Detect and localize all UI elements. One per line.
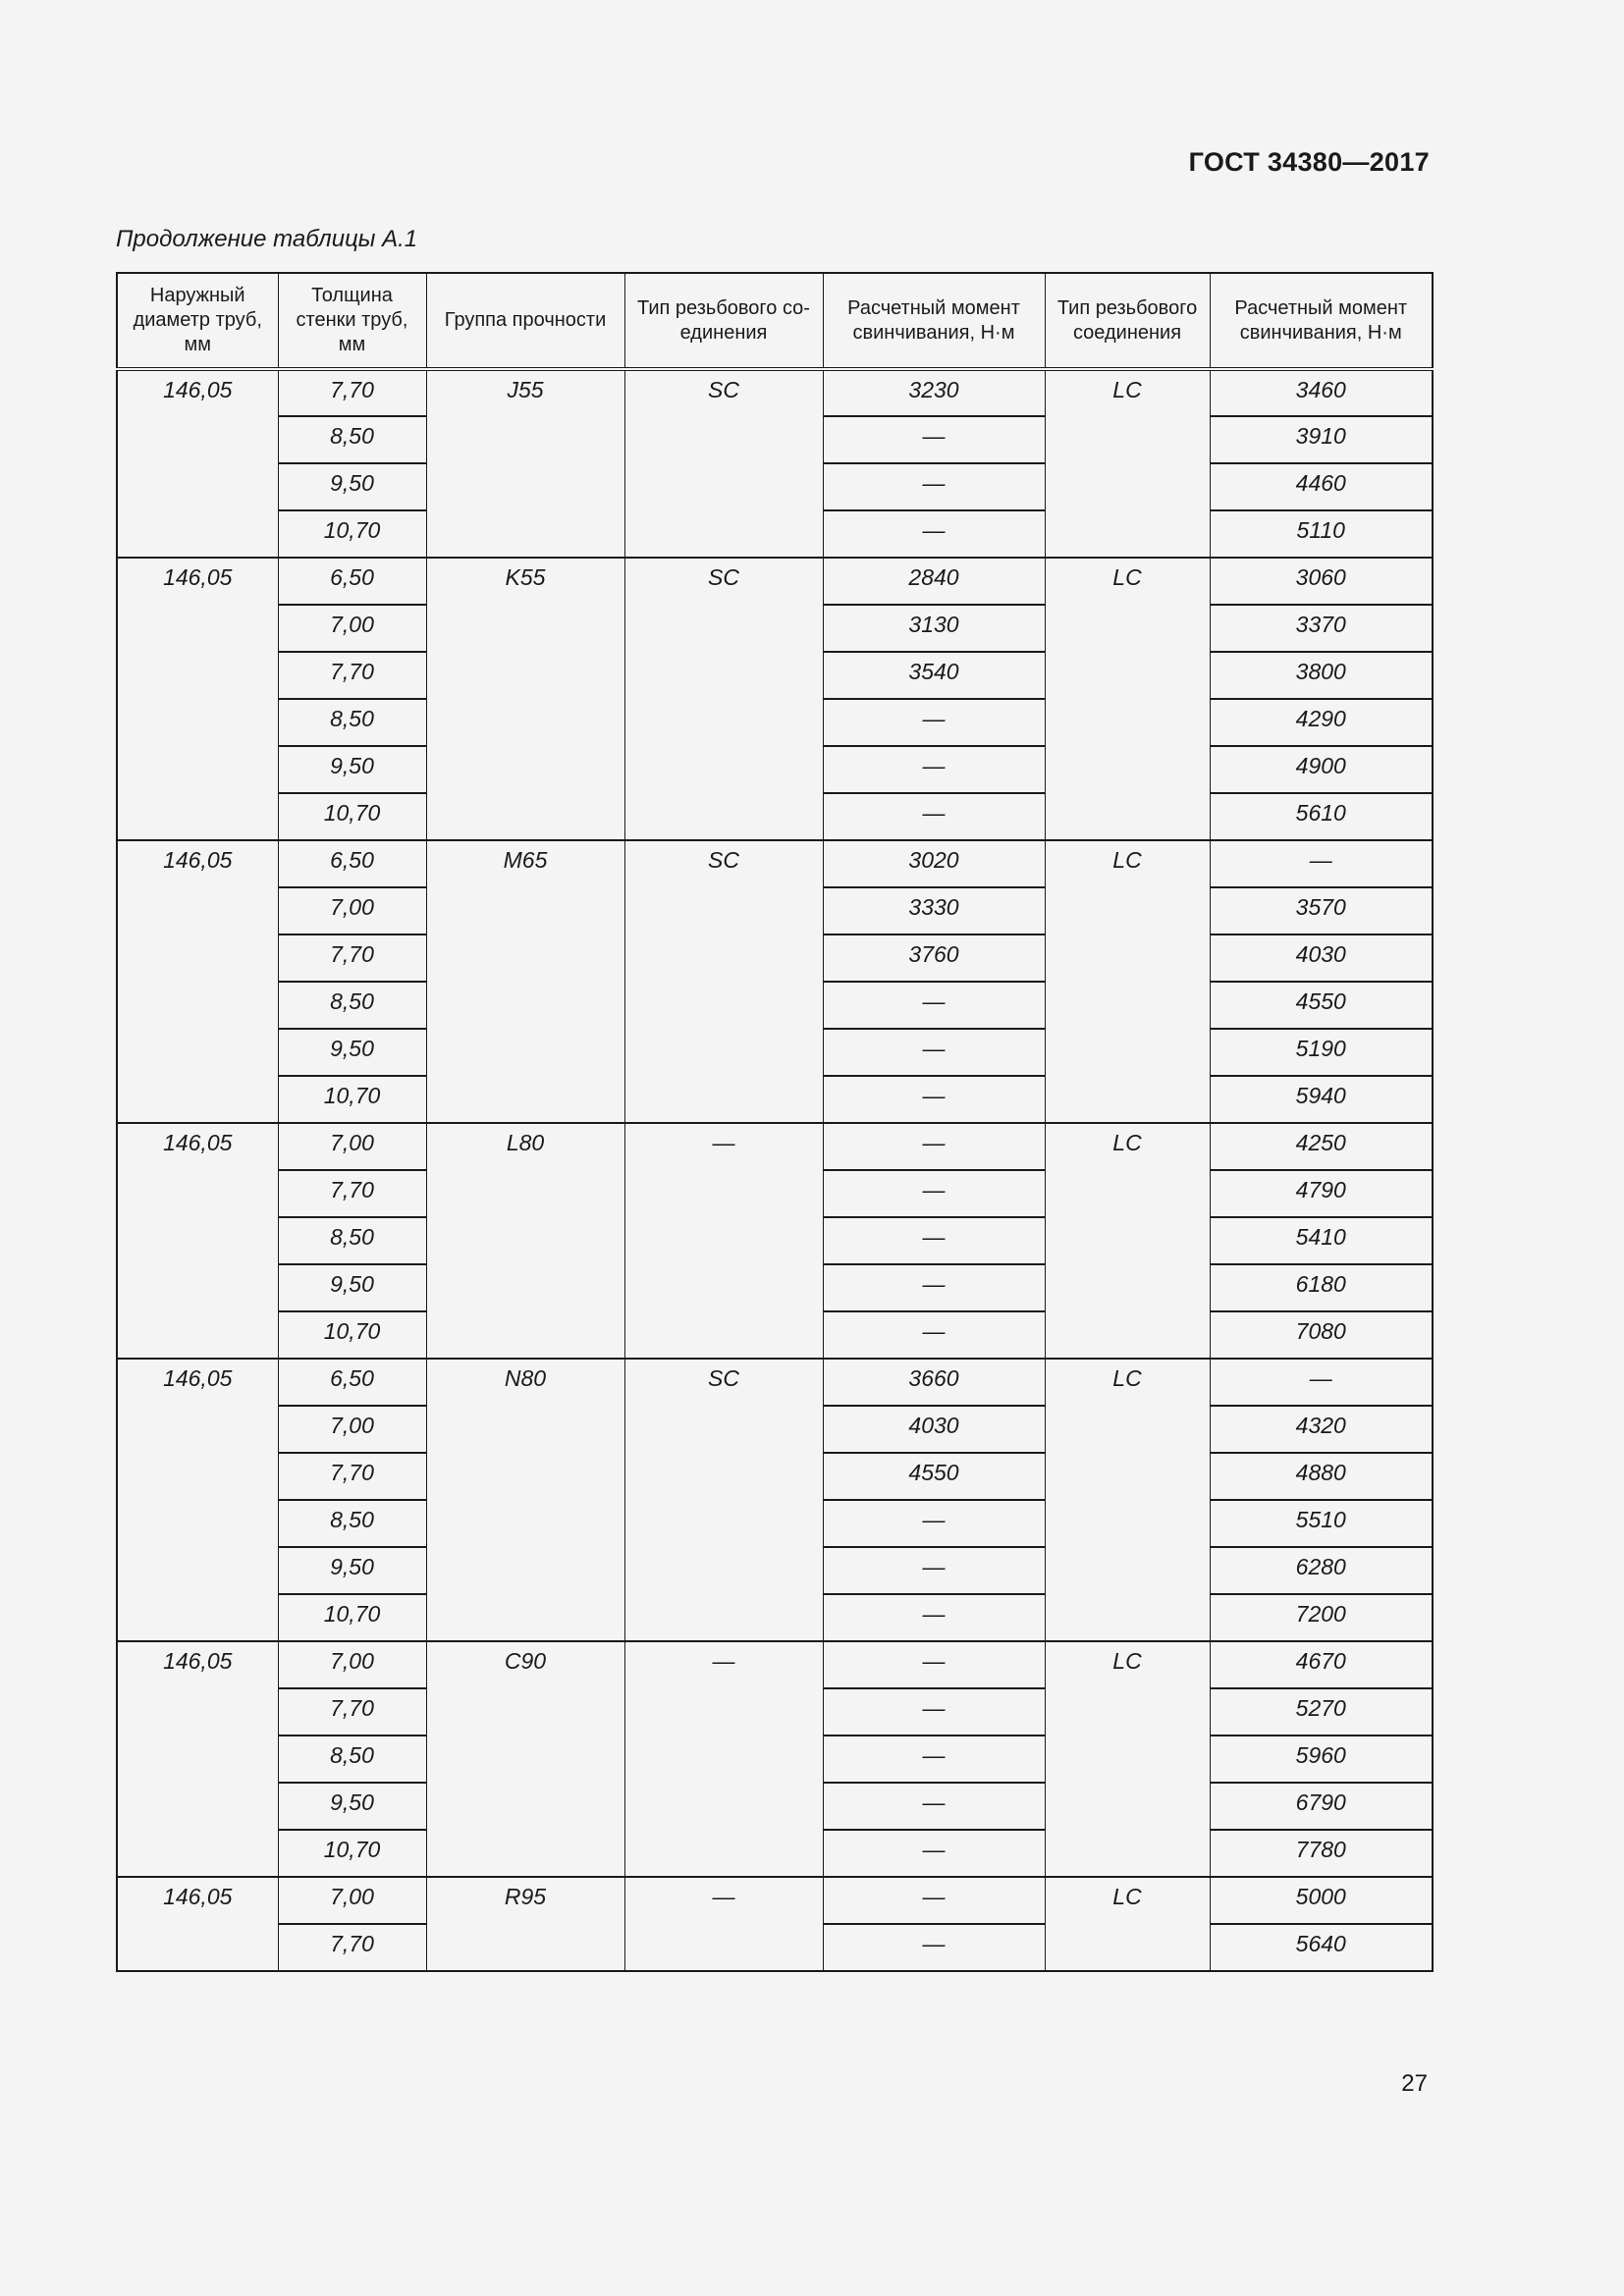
cell-torque-2: 6790	[1210, 1783, 1433, 1830]
cell-thread-type-1: SC	[624, 369, 823, 558]
cell-torque-2: 5190	[1210, 1029, 1433, 1076]
document-code: ГОСТ 34380—2017	[1188, 147, 1430, 177]
cell-wall-thickness: 10,70	[278, 1830, 426, 1877]
cell-torque-1: —	[823, 1688, 1045, 1735]
cell-thread-type-1: —	[624, 1123, 823, 1359]
cell-thread-type-1: SC	[624, 840, 823, 1123]
cell-torque-2: —	[1210, 840, 1433, 887]
cell-wall-thickness: 7,00	[278, 887, 426, 934]
cell-torque-2: 5110	[1210, 510, 1433, 558]
cell-torque-1: —	[823, 746, 1045, 793]
cell-wall-thickness: 7,70	[278, 369, 426, 416]
cell-wall-thickness: 7,00	[278, 1406, 426, 1453]
cell-wall-thickness: 10,70	[278, 793, 426, 840]
table-row	[117, 369, 1433, 416]
cell-torque-1: —	[823, 1735, 1045, 1783]
cell-torque-1: 3230	[823, 369, 1045, 416]
cell-wall-thickness: 9,50	[278, 1264, 426, 1311]
cell-torque-1: —	[823, 416, 1045, 463]
cell-torque-1: —	[823, 510, 1045, 558]
cell-torque-1: 4030	[823, 1406, 1045, 1453]
cell-torque-1: —	[823, 1217, 1045, 1264]
cell-torque-2: 7200	[1210, 1594, 1433, 1641]
cell-thread-type-2: LC	[1045, 369, 1210, 558]
table-body	[117, 369, 1433, 1971]
cell-wall-thickness: 8,50	[278, 699, 426, 746]
cell-torque-2: 3060	[1210, 558, 1433, 605]
cell-wall-thickness: 7,70	[278, 1170, 426, 1217]
cell-torque-1: 3330	[823, 887, 1045, 934]
cell-strength-grade: J55	[426, 369, 624, 558]
cell-wall-thickness: 8,50	[278, 1735, 426, 1783]
cell-torque-2: 5940	[1210, 1076, 1433, 1123]
cell-torque-1: —	[823, 1311, 1045, 1359]
table-caption: Продолжение таблицы А.1	[116, 226, 418, 252]
cell-torque-1: —	[823, 1500, 1045, 1547]
cell-wall-thickness: 10,70	[278, 510, 426, 558]
header-thread-type-2: Тип резьбового соединения	[1045, 273, 1210, 369]
cell-torque-2: 5640	[1210, 1924, 1433, 1971]
cell-torque-2: 4880	[1210, 1453, 1433, 1500]
cell-wall-thickness: 7,70	[278, 934, 426, 982]
cell-thread-type-2: LC	[1045, 1877, 1210, 1971]
header-outer-diameter: Наружный диаметр труб, мм	[117, 273, 278, 369]
cell-diameter: 146,05	[117, 558, 278, 840]
cell-thread-type-2: LC	[1045, 1123, 1210, 1359]
cell-wall-thickness: 7,00	[278, 1123, 426, 1170]
cell-wall-thickness: 7,00	[278, 1877, 426, 1924]
cell-diameter: 146,05	[117, 1359, 278, 1641]
cell-wall-thickness: 6,50	[278, 1359, 426, 1406]
cell-wall-thickness: 8,50	[278, 1217, 426, 1264]
header-torque-1: Расчетный момент свинчивания, Н·м	[823, 273, 1045, 369]
cell-wall-thickness: 6,50	[278, 558, 426, 605]
cell-torque-1: —	[823, 1547, 1045, 1594]
cell-torque-1: 2840	[823, 558, 1045, 605]
cell-torque-1: —	[823, 699, 1045, 746]
cell-torque-2: 6280	[1210, 1547, 1433, 1594]
torque-table	[116, 272, 1434, 1972]
cell-strength-grade: L80	[426, 1123, 624, 1359]
cell-wall-thickness: 9,50	[278, 463, 426, 510]
cell-torque-2: 6180	[1210, 1264, 1433, 1311]
cell-torque-1: 3540	[823, 652, 1045, 699]
table-row	[117, 1877, 1433, 1924]
cell-torque-1: —	[823, 1594, 1045, 1641]
table-row	[117, 1641, 1433, 1688]
cell-wall-thickness: 7,70	[278, 1924, 426, 1971]
cell-torque-2: —	[1210, 1359, 1433, 1406]
cell-thread-type-1: —	[624, 1877, 823, 1971]
cell-thread-type-2: LC	[1045, 1641, 1210, 1877]
cell-torque-2: 4250	[1210, 1123, 1433, 1170]
cell-diameter: 146,05	[117, 1641, 278, 1877]
cell-torque-1: —	[823, 1076, 1045, 1123]
header-thread-type-1: Тип резьбового со-единения	[624, 273, 823, 369]
cell-wall-thickness: 9,50	[278, 1029, 426, 1076]
cell-strength-grade: R95	[426, 1877, 624, 1971]
cell-torque-2: 7780	[1210, 1830, 1433, 1877]
cell-thread-type-1: —	[624, 1641, 823, 1877]
cell-torque-1: —	[823, 1641, 1045, 1688]
cell-thread-type-2: LC	[1045, 840, 1210, 1123]
cell-torque-1: 3130	[823, 605, 1045, 652]
cell-wall-thickness: 10,70	[278, 1594, 426, 1641]
cell-torque-1: —	[823, 1029, 1045, 1076]
cell-torque-2: 4550	[1210, 982, 1433, 1029]
cell-torque-2: 5270	[1210, 1688, 1433, 1735]
cell-torque-2: 3800	[1210, 652, 1433, 699]
cell-wall-thickness: 10,70	[278, 1076, 426, 1123]
table-row	[117, 1359, 1433, 1406]
cell-strength-grade: C90	[426, 1641, 624, 1877]
cell-torque-1: —	[823, 463, 1045, 510]
table-row	[117, 558, 1433, 605]
cell-torque-1: —	[823, 1123, 1045, 1170]
cell-torque-2: 3460	[1210, 369, 1433, 416]
cell-wall-thickness: 8,50	[278, 982, 426, 1029]
cell-torque-2: 5960	[1210, 1735, 1433, 1783]
cell-diameter: 146,05	[117, 840, 278, 1123]
cell-torque-1: —	[823, 1170, 1045, 1217]
cell-torque-2: 4790	[1210, 1170, 1433, 1217]
cell-thread-type-1: SC	[624, 558, 823, 840]
cell-wall-thickness: 9,50	[278, 1783, 426, 1830]
cell-strength-grade: K55	[426, 558, 624, 840]
cell-torque-2: 7080	[1210, 1311, 1433, 1359]
cell-torque-2: 4290	[1210, 699, 1433, 746]
cell-wall-thickness: 9,50	[278, 1547, 426, 1594]
cell-torque-1: 3020	[823, 840, 1045, 887]
cell-wall-thickness: 6,50	[278, 840, 426, 887]
cell-torque-1: —	[823, 1264, 1045, 1311]
page-number: 27	[1401, 2070, 1428, 2097]
cell-wall-thickness: 7,70	[278, 1453, 426, 1500]
header-torque-2: Расчетный момент свинчивания, Н·м	[1210, 273, 1433, 369]
cell-strength-grade: N80	[426, 1359, 624, 1641]
cell-torque-2: 5000	[1210, 1877, 1433, 1924]
cell-torque-1: 3760	[823, 934, 1045, 982]
cell-wall-thickness: 7,00	[278, 605, 426, 652]
cell-diameter: 146,05	[117, 1877, 278, 1971]
cell-torque-1: 3660	[823, 1359, 1045, 1406]
cell-torque-2: 5610	[1210, 793, 1433, 840]
cell-torque-2: 4320	[1210, 1406, 1433, 1453]
cell-torque-2: 4030	[1210, 934, 1433, 982]
cell-torque-1: —	[823, 982, 1045, 1029]
table-header-row	[117, 273, 1433, 369]
cell-wall-thickness: 7,70	[278, 652, 426, 699]
cell-torque-2: 3370	[1210, 605, 1433, 652]
cell-wall-thickness: 7,00	[278, 1641, 426, 1688]
cell-thread-type-2: LC	[1045, 1359, 1210, 1641]
cell-wall-thickness: 9,50	[278, 746, 426, 793]
cell-torque-1: —	[823, 1830, 1045, 1877]
cell-torque-2: 3570	[1210, 887, 1433, 934]
cell-torque-1: —	[823, 1924, 1045, 1971]
cell-diameter: 146,05	[117, 369, 278, 558]
cell-torque-2: 3910	[1210, 416, 1433, 463]
cell-diameter: 146,05	[117, 1123, 278, 1359]
header-wall-thickness: Толщина стенки труб, мм	[278, 273, 426, 369]
table-row	[117, 1123, 1433, 1170]
cell-torque-1: —	[823, 793, 1045, 840]
cell-torque-2: 4900	[1210, 746, 1433, 793]
cell-torque-1: 4550	[823, 1453, 1045, 1500]
cell-wall-thickness: 8,50	[278, 1500, 426, 1547]
cell-torque-1: —	[823, 1783, 1045, 1830]
cell-torque-2: 5510	[1210, 1500, 1433, 1547]
cell-thread-type-2: LC	[1045, 558, 1210, 840]
cell-wall-thickness: 7,70	[278, 1688, 426, 1735]
cell-torque-2: 4460	[1210, 463, 1433, 510]
cell-torque-2: 5410	[1210, 1217, 1433, 1264]
cell-strength-grade: M65	[426, 840, 624, 1123]
cell-torque-2: 4670	[1210, 1641, 1433, 1688]
cell-wall-thickness: 8,50	[278, 416, 426, 463]
cell-wall-thickness: 10,70	[278, 1311, 426, 1359]
table-row	[117, 840, 1433, 887]
cell-thread-type-1: SC	[624, 1359, 823, 1641]
cell-torque-1: —	[823, 1877, 1045, 1924]
header-strength-grade: Группа прочности	[426, 273, 624, 369]
